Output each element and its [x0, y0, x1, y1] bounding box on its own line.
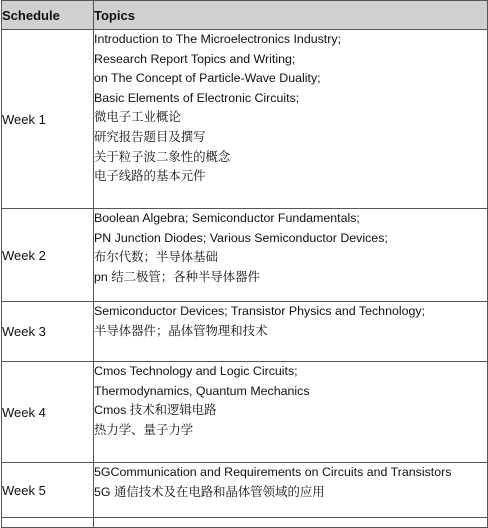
- topic-line: Semiconductor Devices; Transistor Physics and Technology;: [94, 304, 426, 318]
- topic-line: 半导体器件；晶体管物理和技术: [94, 323, 268, 338]
- topic-line: Introduction to The Microelectronics Industry;: [94, 32, 342, 46]
- header-row: [2, 1, 488, 30]
- header-schedule: Schedule: [2, 1, 94, 30]
- topic-line: 热力学、量子力学: [94, 422, 194, 437]
- topics-cell: [94, 209, 488, 302]
- topic-line: 5G 通信技术及在电路和晶体管领域的应用: [94, 484, 325, 499]
- week-label: Week 3: [2, 302, 94, 362]
- schedule-table: [1, 0, 488, 528]
- topic-line: Cmos 技术和逻辑电路: [94, 403, 217, 418]
- table-row-partial: [2, 518, 488, 528]
- header-topics: Topics: [94, 1, 488, 30]
- topic-line: on The Concept of Particle-Wave Duality;: [94, 71, 321, 86]
- week-label: Week 5: [2, 463, 94, 518]
- topic-line: Basic Elements of Electronic Circuits;: [94, 90, 300, 105]
- topic-line: Research Report Topics and Writing;: [94, 51, 296, 66]
- topics-cell-empty: [94, 518, 488, 528]
- topics-cell: [94, 463, 488, 518]
- topic-line: 微电子工业概论: [94, 110, 181, 125]
- table-row: [2, 302, 488, 362]
- topics-cell: [94, 302, 488, 362]
- topic-line: 电子线路的基本元件: [94, 169, 206, 184]
- topic-line: pn 结二极管；各种半导体器件: [94, 269, 260, 284]
- topics-cell: [94, 362, 488, 463]
- topic-line: PN Junction Diodes; Various Semiconductor Devices;: [94, 230, 388, 245]
- topic-line: Boolean Algebra; Semiconductor Fundamentals;: [94, 211, 360, 225]
- topic-line: Cmos Technology and Logic Circuits;: [94, 364, 298, 378]
- week-label: Week 1: [2, 30, 94, 209]
- topic-line: 关于粒子波二象性的概念: [94, 149, 231, 164]
- week-label: Week 2: [2, 209, 94, 302]
- topic-line: 布尔代数；半导体基础: [94, 250, 218, 265]
- table-row: [2, 463, 488, 518]
- topic-line: 5GCommunication and Requirements on Circuits and Transistors: [94, 465, 452, 479]
- table-row: [2, 209, 488, 302]
- topics-cell: [94, 30, 488, 209]
- topic-line: Thermodynamics, Quantum Mechanics: [94, 383, 310, 398]
- table-row: [2, 362, 488, 463]
- week-label: Week 4: [2, 362, 94, 463]
- week-cell-empty: [2, 518, 94, 528]
- table-row: [2, 30, 488, 209]
- topic-line: 研究报告题目及撰写: [94, 129, 206, 144]
